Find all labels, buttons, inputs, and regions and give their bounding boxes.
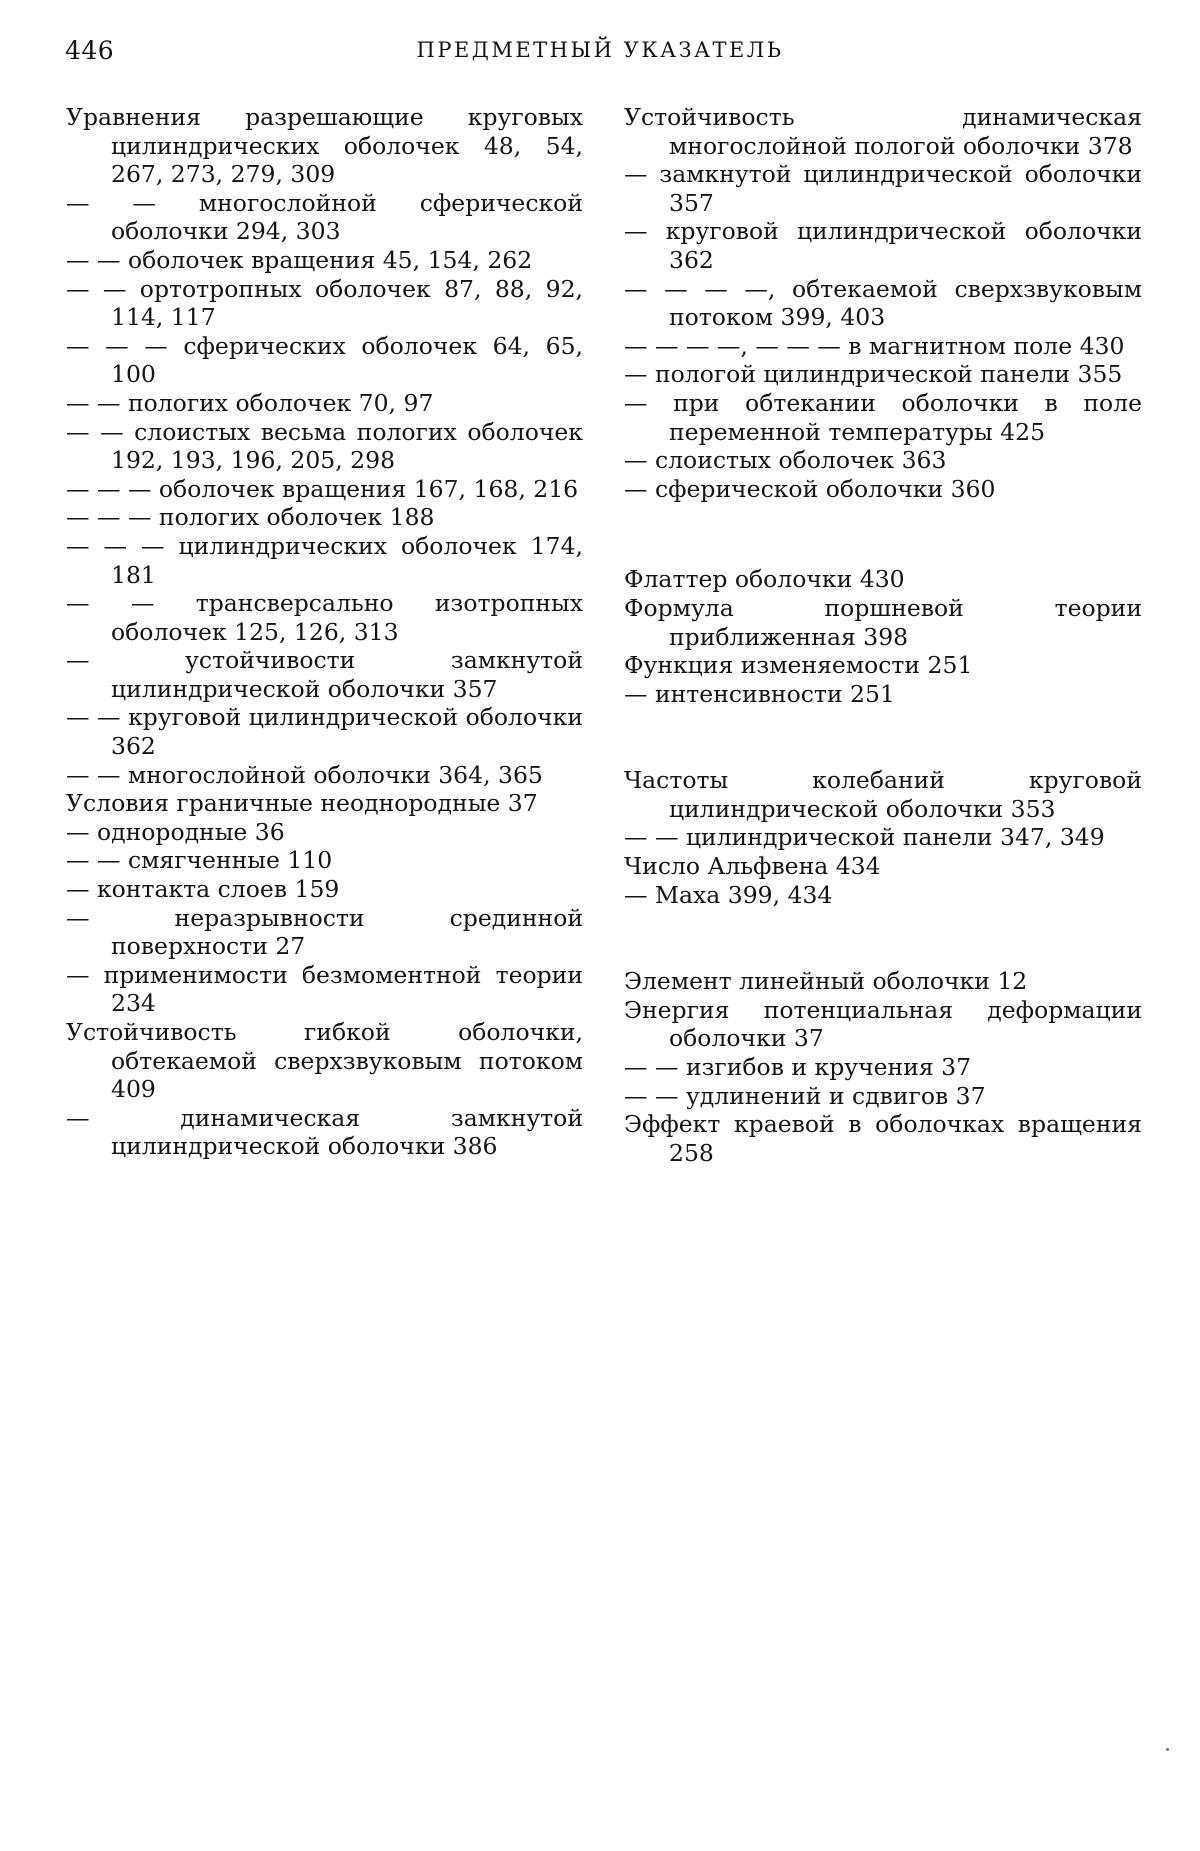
index-entry: — — — сферических оболочек 64, 65, 100 xyxy=(66,331,583,389)
index-entry: — при обтекании оболочки в поле переменной температуры 425 xyxy=(624,388,1142,446)
index-entry: Формула поршневой теории приближенная 398 xyxy=(624,593,1142,651)
index-entry: — круговой цилиндрической оболочки 362 xyxy=(624,217,1142,274)
index-entry: — устойчивости замкнутой цилиндрической оболочки 357 xyxy=(66,646,583,703)
index-entry: — интенсивности 251 xyxy=(624,679,895,708)
index-entry: — Маха 399, 434 xyxy=(624,880,833,909)
index-entry: Эффект краевой в оболочках вращения 258 xyxy=(624,1110,1142,1167)
index-entry: — — пологих оболочек 70, 97 xyxy=(66,388,434,417)
index-entry: — — многослойной оболочки 364, 365 xyxy=(66,760,543,789)
index-entry: — — — —, — — — в магнитном поле 430 xyxy=(624,331,1125,360)
index-entry: Функция изменяемости 251 xyxy=(624,651,973,680)
index-entry: — — многослойной сферической оболочки 294, 303 xyxy=(66,188,583,246)
index-entry: — контакта слоев 159 xyxy=(66,875,340,904)
index-entry: Устойчивость гибкой оболочки, обтекаемой сверхзвуковым потоком 409 xyxy=(66,1018,583,1104)
index-entry: — — цилиндрической панели 347, 349 xyxy=(624,823,1105,852)
index-entry: Уравнения разрешающие круговых цилиндрических оболочек 48, 54, 267, 273, 279, 309 xyxy=(66,103,583,189)
index-entry: — слоистых оболочек 363 xyxy=(624,446,947,475)
index-entry: — — ортотропных оболочек 87, 88, 92, 114, 117 xyxy=(66,274,583,332)
index-entry: — — слоистых весьма пологих оболочек 192, 193, 196, 205, 298 xyxy=(66,417,583,475)
index-entry: — — — оболочек вращения 167, 168, 216 xyxy=(66,474,579,503)
index-entry: Энергия потенциальная деформации оболочки 37 xyxy=(624,995,1142,1053)
index-entry: Устойчивость динамическая многослойной пологой оболочки 378 xyxy=(624,103,1142,160)
index-entry: — сферической оболочки 360 xyxy=(624,474,996,503)
index-entry: — неразрывности срединной поверхности 27 xyxy=(66,903,583,961)
index-entry: — — круговой цилиндрической оболочки 362 xyxy=(66,703,583,761)
index-entry: — — — —, обтекаемой сверхзвуковым потоком 399, 403 xyxy=(624,274,1142,332)
index-entry: — замкнутой цилиндрической оболочки 357 xyxy=(624,160,1142,217)
index-entry: — применимости безмоментной теории 234 xyxy=(66,960,583,1018)
index-entry: Число Альфвена 434 xyxy=(624,852,881,881)
page-number: 446 xyxy=(65,36,115,65)
index-entry: — — удлинений и сдвигов 37 xyxy=(624,1081,986,1110)
index-entry: — — смягченные 110 xyxy=(66,846,333,875)
index-column-right xyxy=(624,103,1142,1167)
index-entry: — — — пологих оболочек 188 xyxy=(66,503,435,532)
index-entry: — — трансверсально изотропных оболочек 125, 126, 313 xyxy=(66,589,583,646)
index-entry: — динамическая замкнутой цилиндрической оболочки 386 xyxy=(66,1103,583,1161)
index-entry: Условия граничные неоднородные 37 xyxy=(66,789,538,818)
running-title: ПРЕДМЕТНЫЙ УКАЗАТЕЛЬ xyxy=(416,38,784,62)
index-entry: Элемент линейный оболочки 12 xyxy=(624,967,1028,996)
index-entry: — пологой цилиндрической панели 355 xyxy=(624,360,1123,389)
index-entry: Флаттер оболочки 430 xyxy=(624,565,905,594)
index-entry: Частоты колебаний круговой цилиндрической оболочки 353 xyxy=(624,766,1142,823)
index-entry: — — оболочек вращения 45, 154, 262 xyxy=(66,245,533,274)
scan-speck xyxy=(1166,1748,1169,1751)
index-column-left xyxy=(66,103,583,1161)
index-entry: — — — цилиндрических оболочек 174, 181 xyxy=(66,531,583,589)
index-entry: — — изгибов и кручения 37 xyxy=(624,1053,972,1082)
page-header xyxy=(0,36,1200,76)
index-entry: — однородные 36 xyxy=(66,817,285,846)
